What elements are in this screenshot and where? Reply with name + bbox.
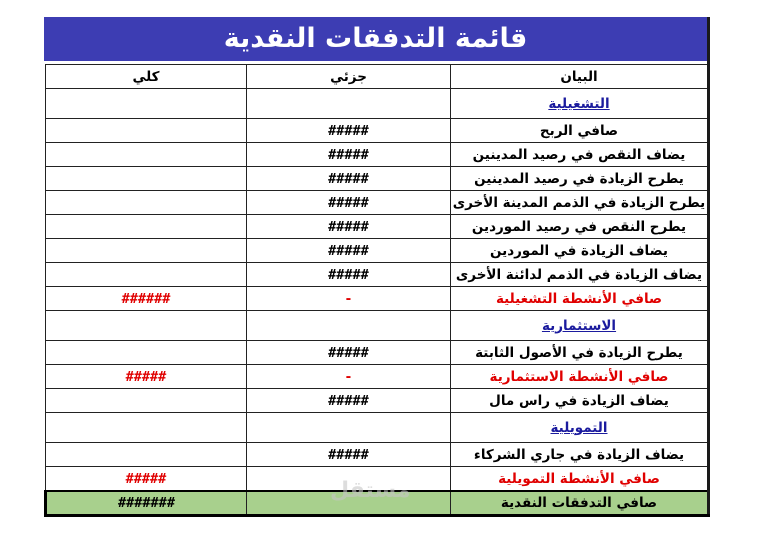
total-cell[interactable] [46, 143, 247, 167]
total-cell[interactable]: ####### [46, 491, 247, 516]
section-row [46, 311, 709, 341]
item-label[interactable]: يطرح الزيادة في الأصول الثابتة [451, 341, 709, 365]
item-label[interactable]: صافي الربح [451, 119, 709, 143]
header-row [46, 65, 709, 89]
partial-cell[interactable]: - [247, 365, 451, 389]
item-label[interactable]: يضاف الزيادة في الذمم لدائنة الأخرى [451, 263, 709, 287]
cash-flow-table [44, 64, 710, 517]
total-cell[interactable] [46, 119, 247, 143]
total-cell[interactable]: ##### [46, 467, 247, 492]
table-row [46, 239, 709, 263]
table-row [46, 215, 709, 239]
table-row [46, 191, 709, 215]
total-cell[interactable] [46, 443, 247, 467]
section-row [46, 89, 709, 119]
table-row [46, 389, 709, 413]
total-cell[interactable] [46, 191, 247, 215]
net-cash-flow-label[interactable]: صافي التدفقات النقدية [451, 491, 709, 516]
item-label[interactable]: يضاف النقص في رصيد المدينين [451, 143, 709, 167]
total-cell[interactable] [46, 239, 247, 263]
title-edge [707, 17, 726, 64]
partial-cell[interactable]: ##### [247, 341, 451, 365]
section-title[interactable]: الاستثمارية [451, 311, 709, 341]
partial-cell[interactable]: ##### [247, 167, 451, 191]
subtotal-row [46, 287, 709, 311]
total-cell[interactable] [46, 311, 247, 341]
total-cell[interactable]: ###### [46, 287, 247, 311]
partial-cell[interactable] [247, 89, 451, 119]
item-label[interactable]: يطرح النقص في رصيد الموردين [451, 215, 709, 239]
item-label[interactable]: يطرح الزيادة في الذمم المدينة الأخرى [451, 191, 709, 215]
table-body [46, 65, 709, 516]
subtotal-label[interactable]: صافي الأنشطة التشغيلية [451, 287, 709, 311]
partial-cell[interactable]: ##### [247, 215, 451, 239]
partial-cell[interactable]: ##### [247, 389, 451, 413]
total-cell[interactable] [46, 263, 247, 287]
partial-cell[interactable] [247, 311, 451, 341]
table-row [46, 341, 709, 365]
item-label[interactable]: يضاف الزيادة في راس مال [451, 389, 709, 413]
total-cell[interactable] [46, 341, 247, 365]
table-row [46, 143, 709, 167]
header-partial[interactable]: جزئي [247, 65, 451, 89]
item-label[interactable]: يضاف الزيادة في الموردين [451, 239, 709, 263]
table-row [46, 263, 709, 287]
subtotal-label[interactable]: صافي الأنشطة التمويلية [451, 467, 709, 492]
header-description[interactable]: البيان [451, 65, 709, 89]
section-row [46, 413, 709, 443]
section-title[interactable]: التمويلية [451, 413, 709, 443]
partial-cell[interactable]: ##### [247, 191, 451, 215]
total-cell[interactable] [46, 215, 247, 239]
table-row [46, 119, 709, 143]
item-label[interactable]: يضاف الزيادة في جاري الشركاء [451, 443, 709, 467]
item-label[interactable]: يطرح الزيادة في رصيد المدينين [451, 167, 709, 191]
section-title[interactable]: التشغيلية [451, 89, 709, 119]
total-cell[interactable]: ##### [46, 365, 247, 389]
watermark-logo: مستقل [330, 478, 411, 503]
total-cell[interactable] [46, 389, 247, 413]
total-cell[interactable] [46, 167, 247, 191]
partial-cell[interactable]: ##### [247, 119, 451, 143]
partial-cell[interactable] [247, 413, 451, 443]
partial-cell[interactable]: ##### [247, 143, 451, 167]
partial-cell[interactable]: ##### [247, 263, 451, 287]
table-row [46, 443, 709, 467]
partial-cell[interactable]: ##### [247, 239, 451, 263]
total-cell[interactable] [46, 413, 247, 443]
header-total[interactable]: كلي [46, 65, 247, 89]
partial-cell[interactable]: - [247, 287, 451, 311]
total-cell[interactable] [46, 89, 247, 119]
subtotal-label[interactable]: صافي الأنشطة الاستثمارية [451, 365, 709, 389]
subtotal-row [46, 365, 709, 389]
partial-cell[interactable]: ##### [247, 443, 451, 467]
table-row [46, 167, 709, 191]
page-title: قائمة التدفقات النقدية [44, 17, 707, 61]
